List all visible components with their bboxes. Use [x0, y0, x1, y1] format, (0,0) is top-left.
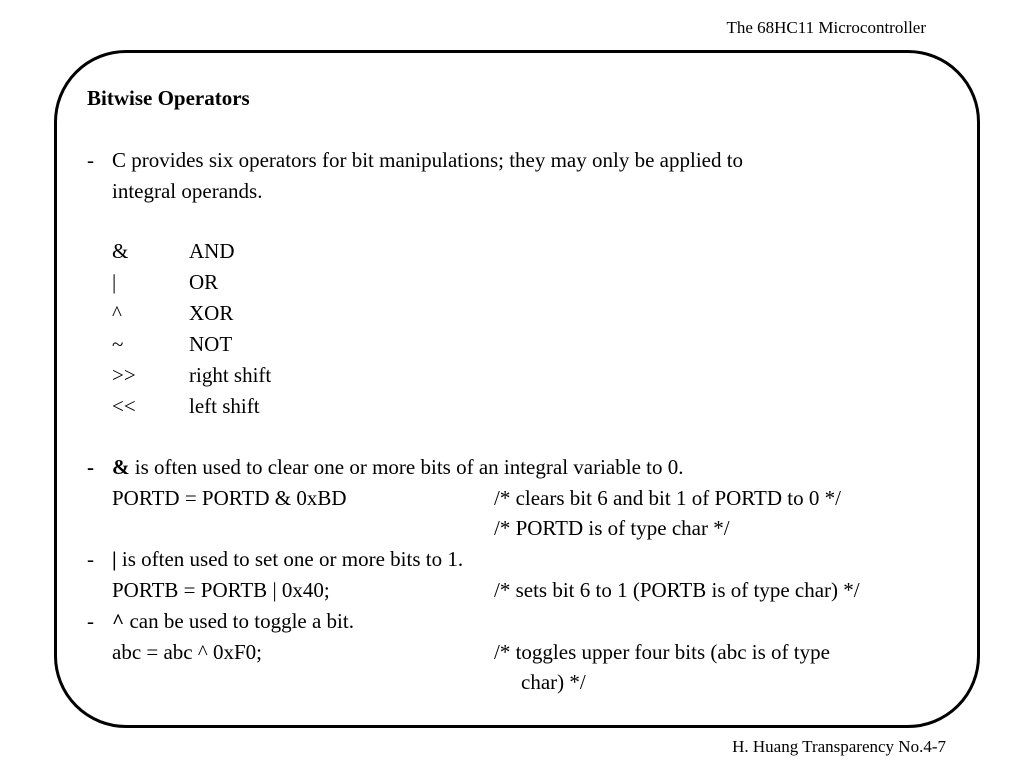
operator-name: XOR	[189, 301, 234, 325]
and-text: is often used to clear one or more bits of an integral variable to 0.	[129, 455, 684, 479]
operator-name: NOT	[189, 332, 233, 356]
xor-operator: ^	[112, 609, 125, 633]
xor-description	[112, 611, 354, 632]
or-description	[112, 549, 463, 570]
and-description	[112, 457, 684, 478]
operator-symbol: <<	[112, 394, 136, 418]
operator-name: OR	[189, 270, 219, 294]
or-code: PORTB = PORTB | 0x40;	[112, 578, 330, 602]
intro-dash: -	[87, 148, 94, 172]
slide-header: The 68HC11 Microcontroller	[726, 18, 926, 37]
and-code: PORTD = PORTD & 0xBD	[112, 486, 347, 510]
operator-name: left shift	[189, 394, 260, 418]
or-text: is often used to set one or more bits to 1.	[116, 547, 464, 571]
intro-line-1: C provides six operators for bit manipulations; they may only be applied to	[112, 148, 744, 172]
operator-symbol: &	[112, 239, 129, 263]
or-operator: |	[112, 547, 117, 571]
slide-title: Bitwise Operators	[87, 86, 250, 110]
operator-symbol: ^	[112, 301, 122, 325]
and-comment-1: /* clears bit 6 and bit 1 of PORTD to 0 */	[494, 486, 841, 510]
xor-text: can be used to toggle a bit.	[124, 609, 354, 633]
slide-footer: H. Huang Transparency No.4-7	[732, 737, 946, 756]
xor-comment-2: char) */	[521, 670, 586, 694]
and-operator: &	[112, 455, 130, 479]
and-comment-2: /* PORTD is of type char */	[494, 516, 730, 540]
intro-line-2: integral operands.	[112, 179, 263, 203]
and-dash: -	[87, 455, 94, 479]
operator-symbol: >>	[112, 363, 136, 387]
xor-comment-1: /* toggles upper four bits (abc is of type	[494, 640, 830, 664]
xor-code: abc = abc ^ 0xF0;	[112, 640, 262, 664]
operator-name: AND	[189, 239, 235, 263]
operator-symbol: |	[112, 270, 117, 294]
operator-symbol: ~	[112, 332, 124, 356]
or-comment: /* sets bit 6 to 1 (PORTB is of type char) */	[494, 578, 860, 602]
operator-name: right shift	[189, 363, 272, 387]
or-dash: -	[87, 547, 94, 571]
xor-dash: -	[87, 609, 94, 633]
